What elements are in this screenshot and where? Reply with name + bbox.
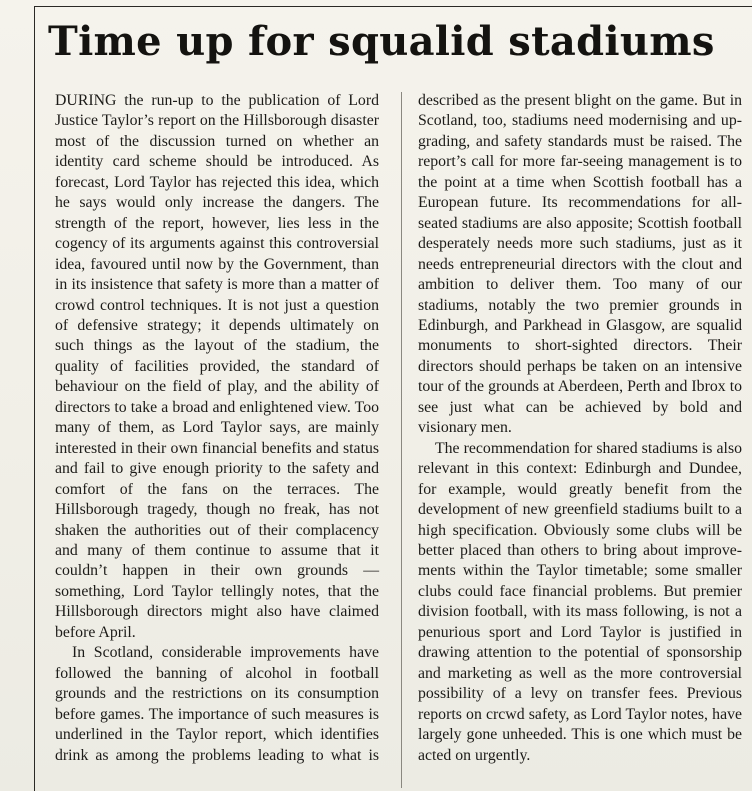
article-column-right bbox=[418, 91, 742, 766]
article-paragraph-1: DURING the run-up to the publication of Lord Justice Taylor’s report on the Hillsborough disaster most of the discussion turned on whether an identity card scheme should be introduced. As forecast, Lord Taylor has rejected this idea, which he says would only increase the dangers. The strength of the report, however, lies less in the cogency of its arguments against this controversial idea, favoured until now by the Government, than in its insistence that safety is more than a matter of crowd control techniques. It is not just a question of defensive strategy; it depends ultimately on such things as the layout of the stadium, the quality of facilities provided, the standard of behaviour on the field of play, and the ability of directors to take a broad and enlightened view. Too many of them, as Lord Taylor says, are mainly interested in their own financial benefits and status and fail to give enough priority to the safety and comfort of the fans on the terraces. The Hillsborough tragedy, though no freak, has not shaken the authorities out of their complacency and many of them continue to assume that it couldn’t happen in their own grounds — something, Lord Taylor tellingly notes, that the Hillsborough directors might also have claimed before April. bbox=[55, 92, 379, 641]
article-paragraph-3: The recommendation for shared stadiums is also relevant in this context: Edinburgh and Dundee, for example, would greatly benefit from the development of new greenfield stadiums built to a high specification. Obviously some clubs will be better placed than others to bring about improvements within the Taylor timetable; some smaller clubs could face financial problems. But premier division football, with its mass following, is not a penurious sport and Lord Taylor is justified in drawing attention to the potential of sponsorship and marketing as well as the more controversial possibility of a levy on transfer fees. Previous reports on crcwd safety, as Lord Taylor notes, have largely gone unheeded. This is one which must be acted on urgently. bbox=[418, 439, 742, 764]
article-paragraph-2: In Scotland, considerable improvements have followed the banning of alcohol in football grounds and the restrictions on its consumption before games. The importance of such measures is underlined in the Taylor report, which identifies drink as among the problems leading to what is bbox=[55, 644, 379, 764]
column-divider bbox=[401, 92, 402, 788]
left-rule bbox=[34, 6, 35, 791]
headline: Time up for squalid stadiums bbox=[48, 18, 715, 65]
article-column-left bbox=[55, 91, 379, 766]
article-paragraph-2-continued: described as the present blight on the game. But in Scotland, too, stadiums need modernising and upgrading, and safety standards must be raised. The report’s call for more far-seeing management is to the point at a time when Scottish football has a European future. Its recommendations for all-seated stadiums are also apposite; Scottish football desperately needs more such stadiums, just as it needs entrepreneurial directors with the clout and ambition to deliver them. Too many of our stadiums, notably the two premier grounds in Edinburgh, and Parkhead in Glasgow, are squalid monuments to short-sighted directors. Their directors should perhaps be taken on an intensive tour of the grounds at Aberdeen, Perth and Ibrox to see just what can be achieved by bold and visionary men. bbox=[418, 92, 742, 437]
top-rule bbox=[34, 6, 752, 7]
